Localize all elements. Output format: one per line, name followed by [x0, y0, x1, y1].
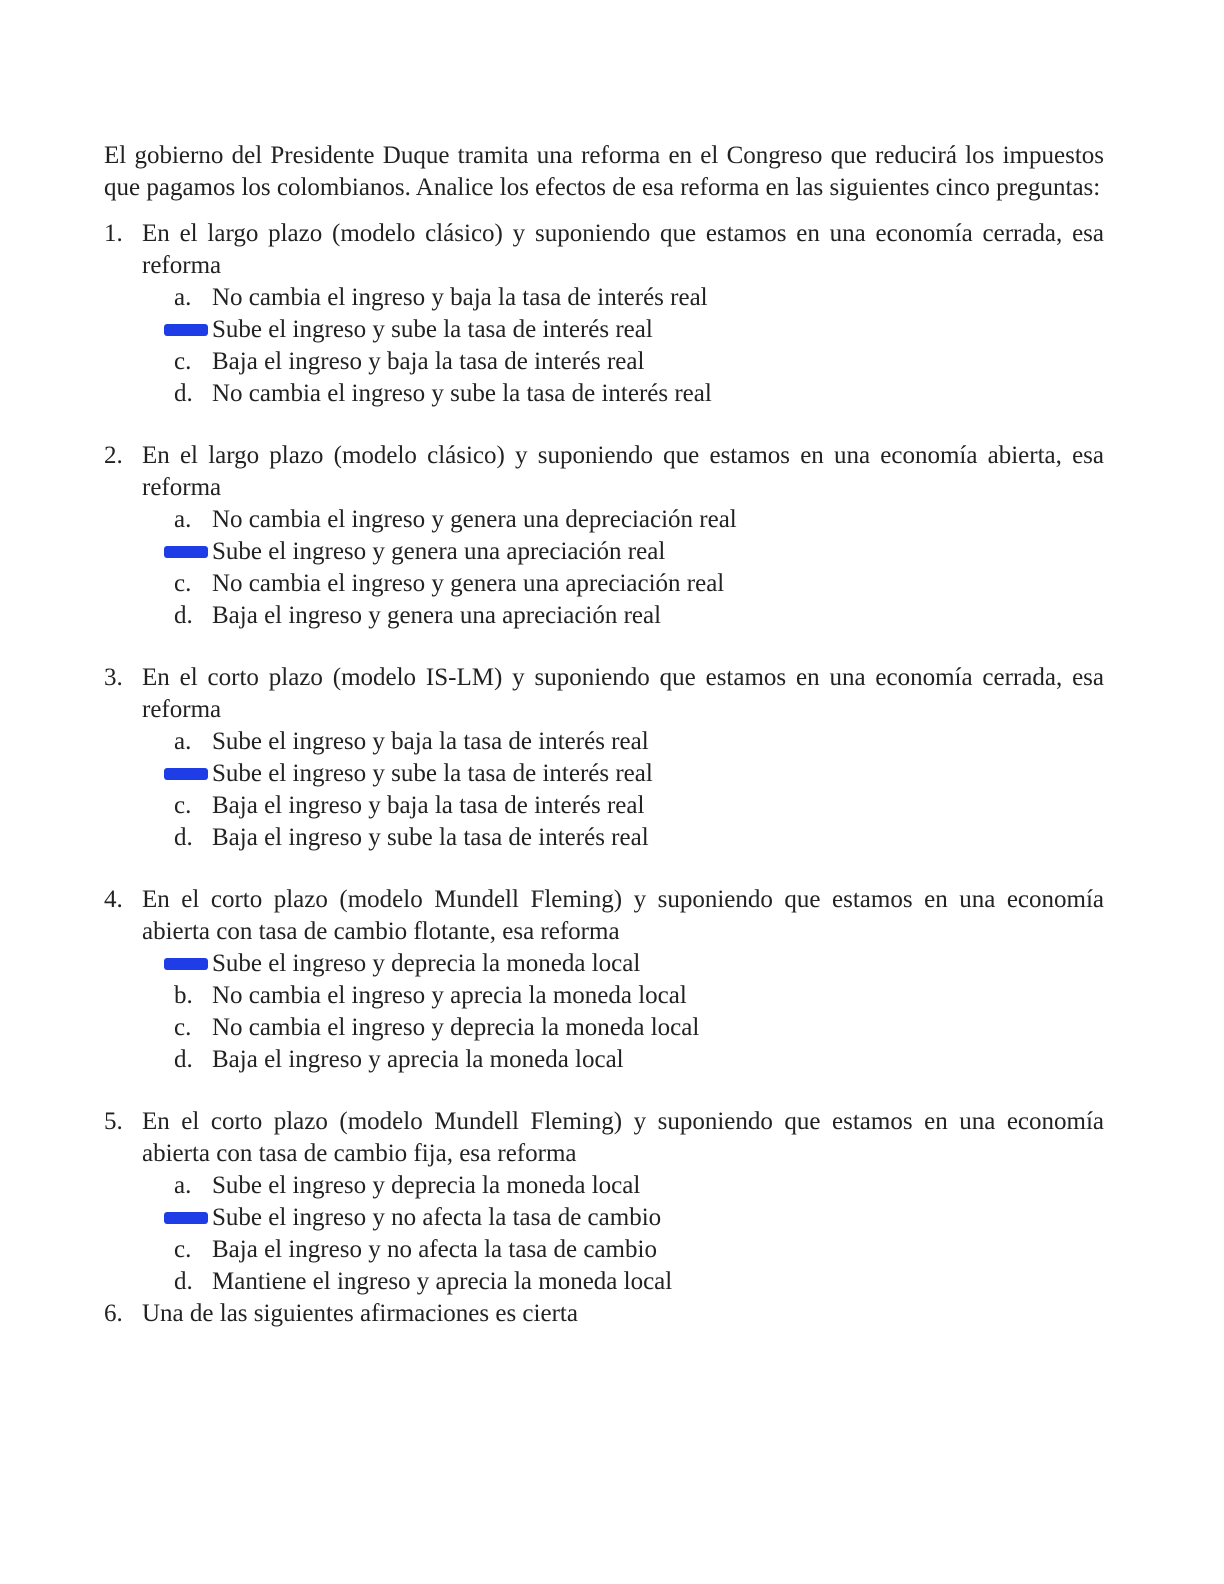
option-text: No cambia el ingreso y aprecia la moneda local — [212, 982, 687, 1009]
option-text: Sube el ingreso y sube la tasa de interés real — [212, 316, 653, 343]
option-4 — [104, 1044, 1104, 1076]
option-3 — [104, 1234, 1104, 1266]
question-1 — [104, 218, 1104, 410]
question-number: 2. — [104, 442, 123, 469]
question-6 — [104, 1298, 1104, 1330]
option-4 — [104, 822, 1104, 854]
question-list — [104, 218, 1104, 1330]
option-1 — [104, 282, 1104, 314]
option-list — [104, 948, 1104, 1076]
option-text: Sube el ingreso y genera una apreciación real — [212, 538, 666, 565]
option-text: No cambia el ingreso y genera una apreciación real — [212, 570, 725, 597]
question-stem — [104, 1298, 1104, 1330]
option-text: Mantiene el ingreso y aprecia la moneda local — [212, 1268, 673, 1295]
question-number: 5. — [104, 1108, 123, 1135]
option-text: Baja el ingreso y aprecia la moneda local — [212, 1046, 624, 1073]
option-text: No cambia el ingreso y baja la tasa de interés real — [212, 284, 708, 311]
document-page — [104, 140, 1104, 1330]
option-2 — [104, 314, 1104, 346]
question-text: Una de las siguientes afirmaciones es cierta — [142, 1300, 578, 1327]
question-5 — [104, 1106, 1104, 1298]
question-number: 4. — [104, 886, 123, 913]
option-letter: d. — [174, 1268, 193, 1295]
spacer — [104, 854, 1104, 884]
option-list — [104, 504, 1104, 632]
option-2 — [104, 536, 1104, 568]
option-text: Baja el ingreso y genera una apreciación real — [212, 602, 662, 629]
option-letter: a. — [174, 284, 192, 311]
option-letter: d. — [174, 380, 193, 407]
option-text: Sube el ingreso y deprecia la moneda local — [212, 950, 641, 977]
option-letter: b. — [174, 982, 193, 1009]
question-stem — [104, 884, 1104, 948]
question-stem — [104, 218, 1104, 282]
option-list — [104, 1170, 1104, 1298]
question-text: En el corto plazo (modelo IS-LM) y suponiendo que estamos en una economía cerrada, esa reforma — [142, 664, 1104, 723]
option-text: No cambia el ingreso y sube la tasa de interés real — [212, 380, 712, 407]
answer-highlight-mark — [164, 958, 208, 970]
intro-paragraph: El gobierno del Presidente Duque tramita una reforma en el Congreso que reducirá los impuestos que pagamos los colombianos. Analice los efectos de esa reforma en las siguientes cinco preguntas: — [104, 142, 1104, 201]
question-number: 1. — [104, 220, 123, 247]
option-letter: c. — [174, 1014, 192, 1041]
question-2 — [104, 440, 1104, 632]
option-4 — [104, 1266, 1104, 1298]
answer-highlight-mark — [164, 768, 208, 780]
option-text: Sube el ingreso y deprecia la moneda local — [212, 1172, 641, 1199]
question-number: 6. — [104, 1300, 123, 1327]
option-3 — [104, 1012, 1104, 1044]
option-text: Baja el ingreso y sube la tasa de interés real — [212, 824, 649, 851]
option-letter: c. — [174, 348, 192, 375]
question-text: En el corto plazo (modelo Mundell Fleming) y suponiendo que estamos en una economía abierta con tasa de cambio flotante, esa reforma — [142, 886, 1104, 945]
option-letter: d. — [174, 1046, 193, 1073]
question-number: 3. — [104, 664, 123, 691]
spacer — [104, 632, 1104, 662]
option-3 — [104, 346, 1104, 378]
answer-highlight-mark — [164, 546, 208, 558]
option-letter: d. — [174, 602, 193, 629]
option-3 — [104, 568, 1104, 600]
option-1 — [104, 1170, 1104, 1202]
question-text: En el largo plazo (modelo clásico) y suponiendo que estamos en una economía cerrada, esa reforma — [142, 220, 1104, 279]
option-letter: a. — [174, 1172, 192, 1199]
option-4 — [104, 378, 1104, 410]
question-3 — [104, 662, 1104, 854]
option-3 — [104, 790, 1104, 822]
option-letter: c. — [174, 570, 192, 597]
question-text: En el corto plazo (modelo Mundell Fleming) y suponiendo que estamos en una economía abierta con tasa de cambio fija, esa reforma — [142, 1108, 1104, 1167]
spacer — [104, 410, 1104, 440]
option-letter: a. — [174, 506, 192, 533]
spacer — [104, 1076, 1104, 1106]
option-text: Baja el ingreso y baja la tasa de interés real — [212, 792, 645, 819]
option-2 — [104, 1202, 1104, 1234]
question-stem — [104, 440, 1104, 504]
option-text: Sube el ingreso y sube la tasa de interés real — [212, 760, 653, 787]
option-2 — [104, 980, 1104, 1012]
question-text: En el largo plazo (modelo clásico) y suponiendo que estamos en una economía abierta, esa reforma — [142, 442, 1104, 501]
option-1 — [104, 948, 1104, 980]
option-1 — [104, 726, 1104, 758]
option-text: No cambia el ingreso y genera una depreciación real — [212, 506, 737, 533]
option-text: No cambia el ingreso y deprecia la moneda local — [212, 1014, 700, 1041]
option-1 — [104, 504, 1104, 536]
option-2 — [104, 758, 1104, 790]
question-stem — [104, 662, 1104, 726]
option-text: Sube el ingreso y baja la tasa de interés real — [212, 728, 649, 755]
option-letter: a. — [174, 728, 192, 755]
option-letter: c. — [174, 1236, 192, 1263]
option-text: Baja el ingreso y no afecta la tasa de cambio — [212, 1236, 657, 1263]
option-text: Baja el ingreso y baja la tasa de interés real — [212, 348, 645, 375]
option-text: Sube el ingreso y no afecta la tasa de cambio — [212, 1204, 662, 1231]
option-letter: d. — [174, 824, 193, 851]
option-list — [104, 282, 1104, 410]
question-stem — [104, 1106, 1104, 1170]
answer-highlight-mark — [164, 324, 208, 336]
option-4 — [104, 600, 1104, 632]
option-letter: c. — [174, 792, 192, 819]
option-list — [104, 726, 1104, 854]
question-4 — [104, 884, 1104, 1076]
answer-highlight-mark — [164, 1212, 208, 1224]
